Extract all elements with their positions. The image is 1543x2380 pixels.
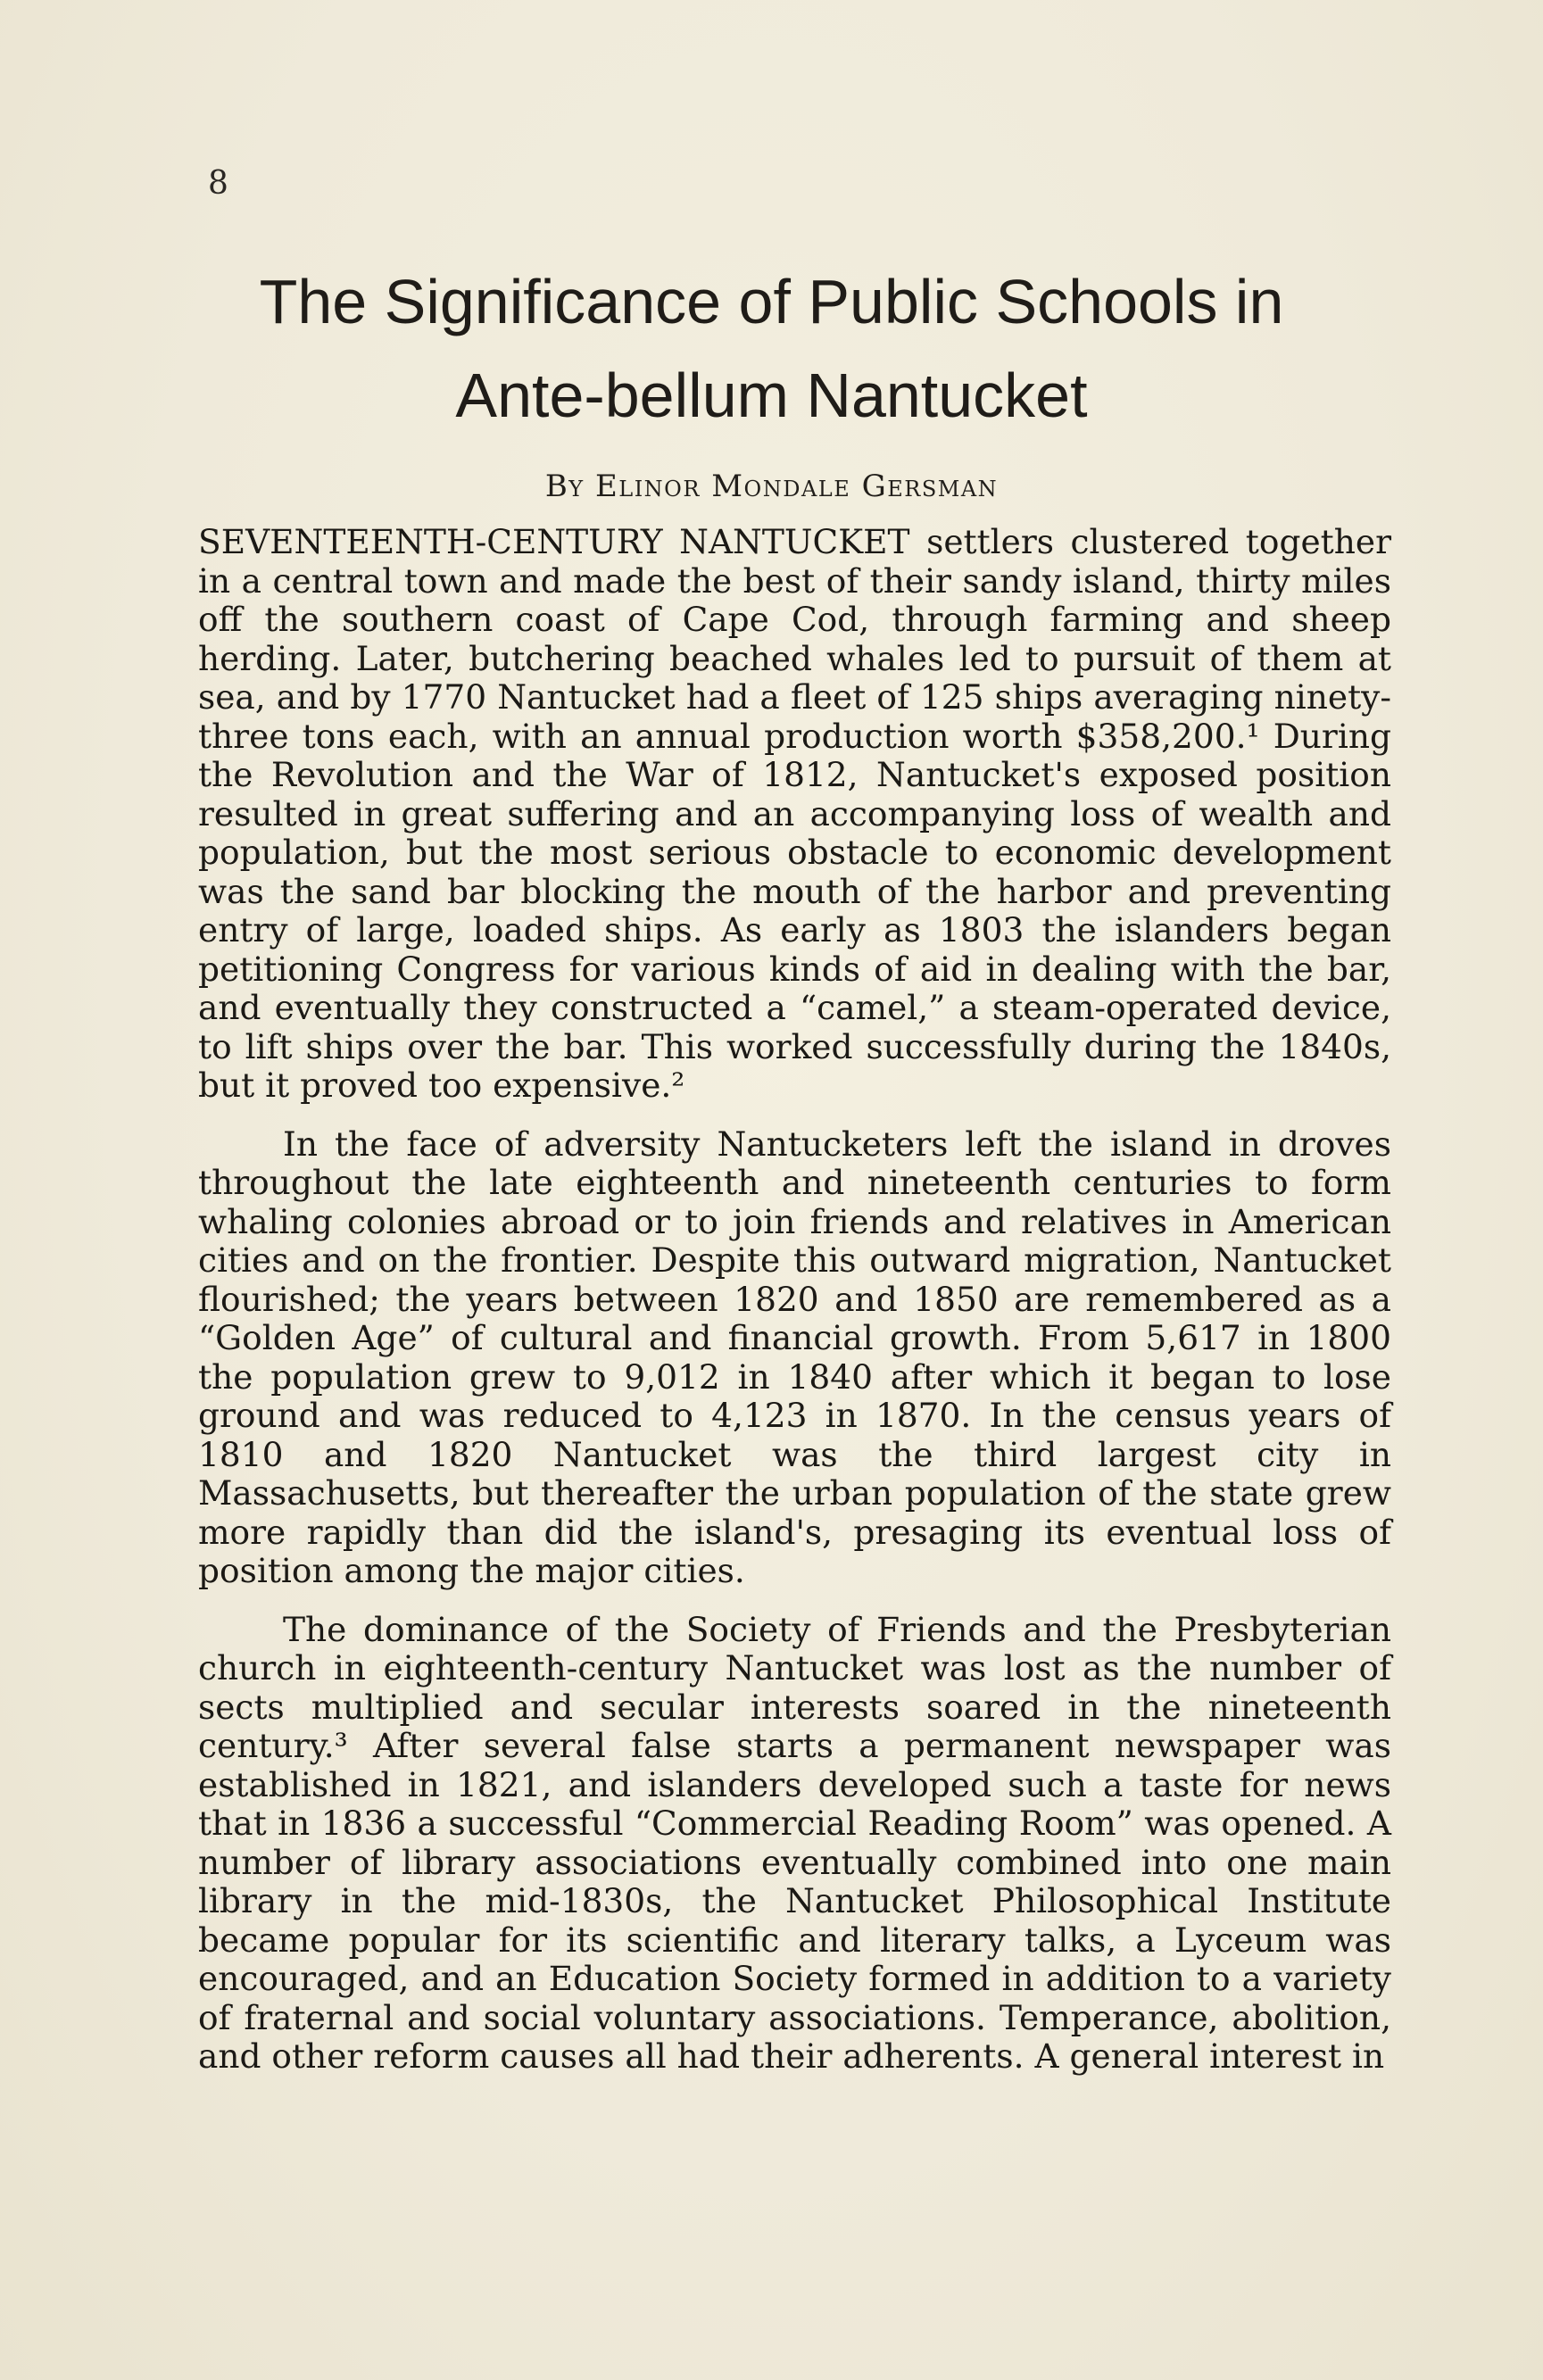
- paragraph-3: The dominance of the Society of Friends and the Presbyterian church in eighteenth-century Nantucket was lost as the number of sects multiplied and secular interests soared in the nineteenth century.³ After several false starts a permanent newspaper was established in 1821, and islanders developed such a taste for news that in 1836 a successful “Commercial Reading Room” was opened. A number of library associations eventually combined into one main library in the mid-1830s, the Nantucket Philosophical Institute became popular for its scientific and literary talks, a Lyceum was encouraged, and an Education Society formed in addition to a variety of fraternal and social voluntary associations. Temperance, abolition, and other reform causes all had their adherents. A general interest in: [198, 1609, 1391, 2076]
- paragraph-1: SEVENTEENTH-CENTURY NANTUCKET settlers clustered together in a central town and made the best of their sandy island, thirty miles off the southern coast of Cape Cod, through farming and sheep herding. Later, butchering beached whales led to pursuit of them at sea, and by 1770 Nantucket had a fleet of 125 ships averaging ninety-three tons each, with an annual production worth $358,200.¹ During the Revolution and the War of 1812, Nantucket's exposed position resulted in great suffering and an accompanying loss of wealth and population, but the most serious obstacle to economic development was the sand bar blocking the mouth of the harbor and preventing entry of large, loaded ships. As early as 1803 the islanders began petitioning Congress for various kinds of aid in dealing with the bar, and eventually they constructed a “camel,” a steam-operated device, to lift ships over the bar. This worked successfully during the 1840s, but it proved too expensive.²: [198, 522, 1391, 1105]
- paragraph-2: In the face of adversity Nantucketers left the island in droves throughout the late eighteenth and nineteenth centuries to form whaling colonies abroad or to join friends and relatives in American cities and on the frontier. Despite this outward migration, Nantucket flourished; the years between 1820 and 1850 are remembered as a “Golden Age” of cultural and financial growth. From 5,617 in 1800 the population grew to 9,012 in 1840 after which it began to lose ground and was reduced to 4,123 in 1870. In the census years of 1810 and 1820 Nantucket was the third largest city in Massachusetts, but thereafter the urban population of the state grew more rapidly than did the island's, presaging its eventual loss of position among the major cities.: [198, 1124, 1391, 1590]
- article-title-line-2: Ante-bellum Nantucket: [455, 361, 1088, 430]
- article-body: [198, 523, 1391, 2096]
- author-byline: By Elinor Mondale Gersman: [544, 469, 999, 504]
- article-title-line-1: The Significance of Public Schools in: [259, 267, 1284, 336]
- page-number: 8: [208, 165, 228, 202]
